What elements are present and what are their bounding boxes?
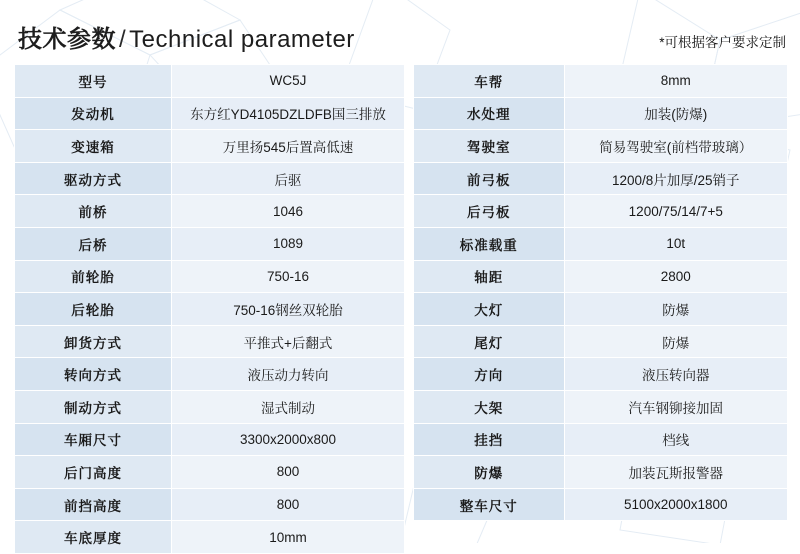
spec-key: 车厢尺寸 (15, 423, 172, 456)
table-row (414, 227, 788, 260)
page-title-separator: / (119, 26, 127, 53)
spec-key: 标准载重 (414, 227, 565, 260)
table-row (15, 293, 405, 326)
spec-value: 5100x2000x1800 (564, 488, 787, 521)
table-row (15, 65, 405, 98)
spec-key: 后桥 (15, 227, 172, 260)
spec-key: 水处理 (414, 97, 565, 130)
spec-key: 整车尺寸 (414, 488, 565, 521)
table-row (414, 260, 788, 293)
spec-value: 750-16 (171, 260, 404, 293)
spec-key: 转向方式 (15, 358, 172, 391)
spec-value: WC5J (171, 65, 404, 98)
spec-key: 变速箱 (15, 130, 172, 163)
table-row-spacer (414, 521, 788, 554)
spec-value: 1089 (171, 227, 404, 260)
page-header (14, 14, 788, 54)
table-row (15, 488, 405, 521)
table-row (414, 358, 788, 391)
table-row (15, 195, 405, 228)
spec-key: 尾灯 (414, 325, 565, 358)
spec-key: 轴距 (414, 260, 565, 293)
page-title (18, 19, 355, 54)
table-row (15, 260, 405, 293)
spec-key: 制动方式 (15, 390, 172, 423)
spec-value: 2800 (564, 260, 787, 293)
table-row (414, 97, 788, 130)
spec-value: 汽车钢铆接加固 (564, 390, 787, 423)
table-row (15, 97, 405, 130)
spec-value: 800 (171, 488, 404, 521)
table-row (15, 227, 405, 260)
spec-value: 防爆 (564, 293, 787, 326)
spec-key: 车底厚度 (15, 521, 172, 554)
spec-value: 8mm (564, 65, 787, 98)
spec-value: 简易驾驶室(前档带玻璃） (564, 130, 787, 163)
spec-key: 后弓板 (414, 195, 565, 228)
table-row (15, 390, 405, 423)
spec-key: 车帮 (414, 65, 565, 98)
spec-value: 液压转向器 (564, 358, 787, 391)
spec-value: 东方红YD4105DZLDFB国三排放 (171, 97, 404, 130)
spec-value: 防爆 (564, 325, 787, 358)
table-row (414, 162, 788, 195)
spec-tables (14, 64, 788, 554)
customization-note: *可根据客户要求定制 (659, 35, 786, 50)
table-row (15, 456, 405, 489)
table-row (414, 65, 788, 98)
spec-value: 平推式+后翻式 (171, 325, 404, 358)
table-row (414, 456, 788, 489)
table-row (414, 423, 788, 456)
spec-key: 后轮胎 (15, 293, 172, 326)
table-row (414, 130, 788, 163)
table-row (414, 325, 788, 358)
page-title-cn: 技术参数 (18, 26, 116, 53)
spec-value: 加装(防爆) (564, 97, 787, 130)
spec-key: 大灯 (414, 293, 565, 326)
spec-table-right (413, 64, 788, 554)
spec-value: 湿式制动 (171, 390, 404, 423)
spec-value: 10t (564, 227, 787, 260)
spec-key: 驱动方式 (15, 162, 172, 195)
table-row (15, 423, 405, 456)
spec-value: 后驱 (171, 162, 404, 195)
table-row (414, 293, 788, 326)
table-row (15, 521, 405, 554)
spec-key: 前弓板 (414, 162, 565, 195)
spec-key: 发动机 (15, 97, 172, 130)
spec-value: 1200/75/14/7+5 (564, 195, 787, 228)
table-row (414, 488, 788, 521)
table-row (15, 130, 405, 163)
spec-key: 前挡高度 (15, 488, 172, 521)
spec-key: 前桥 (15, 195, 172, 228)
spec-key: 防爆 (414, 456, 565, 489)
spec-value: 1046 (171, 195, 404, 228)
spec-value: 3300x2000x800 (171, 423, 404, 456)
spec-value: 750-16钢丝双轮胎 (171, 293, 404, 326)
spec-key: 驾驶室 (414, 130, 565, 163)
table-row (414, 195, 788, 228)
table-row (15, 325, 405, 358)
spec-key: 后门高度 (15, 456, 172, 489)
spec-key: 方向 (414, 358, 565, 391)
table-row (414, 390, 788, 423)
spec-value: 液压动力转向 (171, 358, 404, 391)
spacer-cell (564, 521, 787, 554)
spec-key: 大架 (414, 390, 565, 423)
spec-key: 前轮胎 (15, 260, 172, 293)
spec-value: 800 (171, 456, 404, 489)
spec-value: 档线 (564, 423, 787, 456)
spec-value: 万里扬545后置高低速 (171, 130, 404, 163)
spec-value: 10mm (171, 521, 404, 554)
spec-key: 卸货方式 (15, 325, 172, 358)
spec-key: 型号 (15, 65, 172, 98)
spec-value: 加装瓦斯报警器 (564, 456, 787, 489)
table-row (15, 162, 405, 195)
spec-table-left (14, 64, 405, 554)
page-title-en: Technical parameter (129, 26, 355, 53)
table-row (15, 358, 405, 391)
spec-key: 挂挡 (414, 423, 565, 456)
spec-value: 1200/8片加厚/25销子 (564, 162, 787, 195)
spacer-cell (414, 521, 565, 554)
